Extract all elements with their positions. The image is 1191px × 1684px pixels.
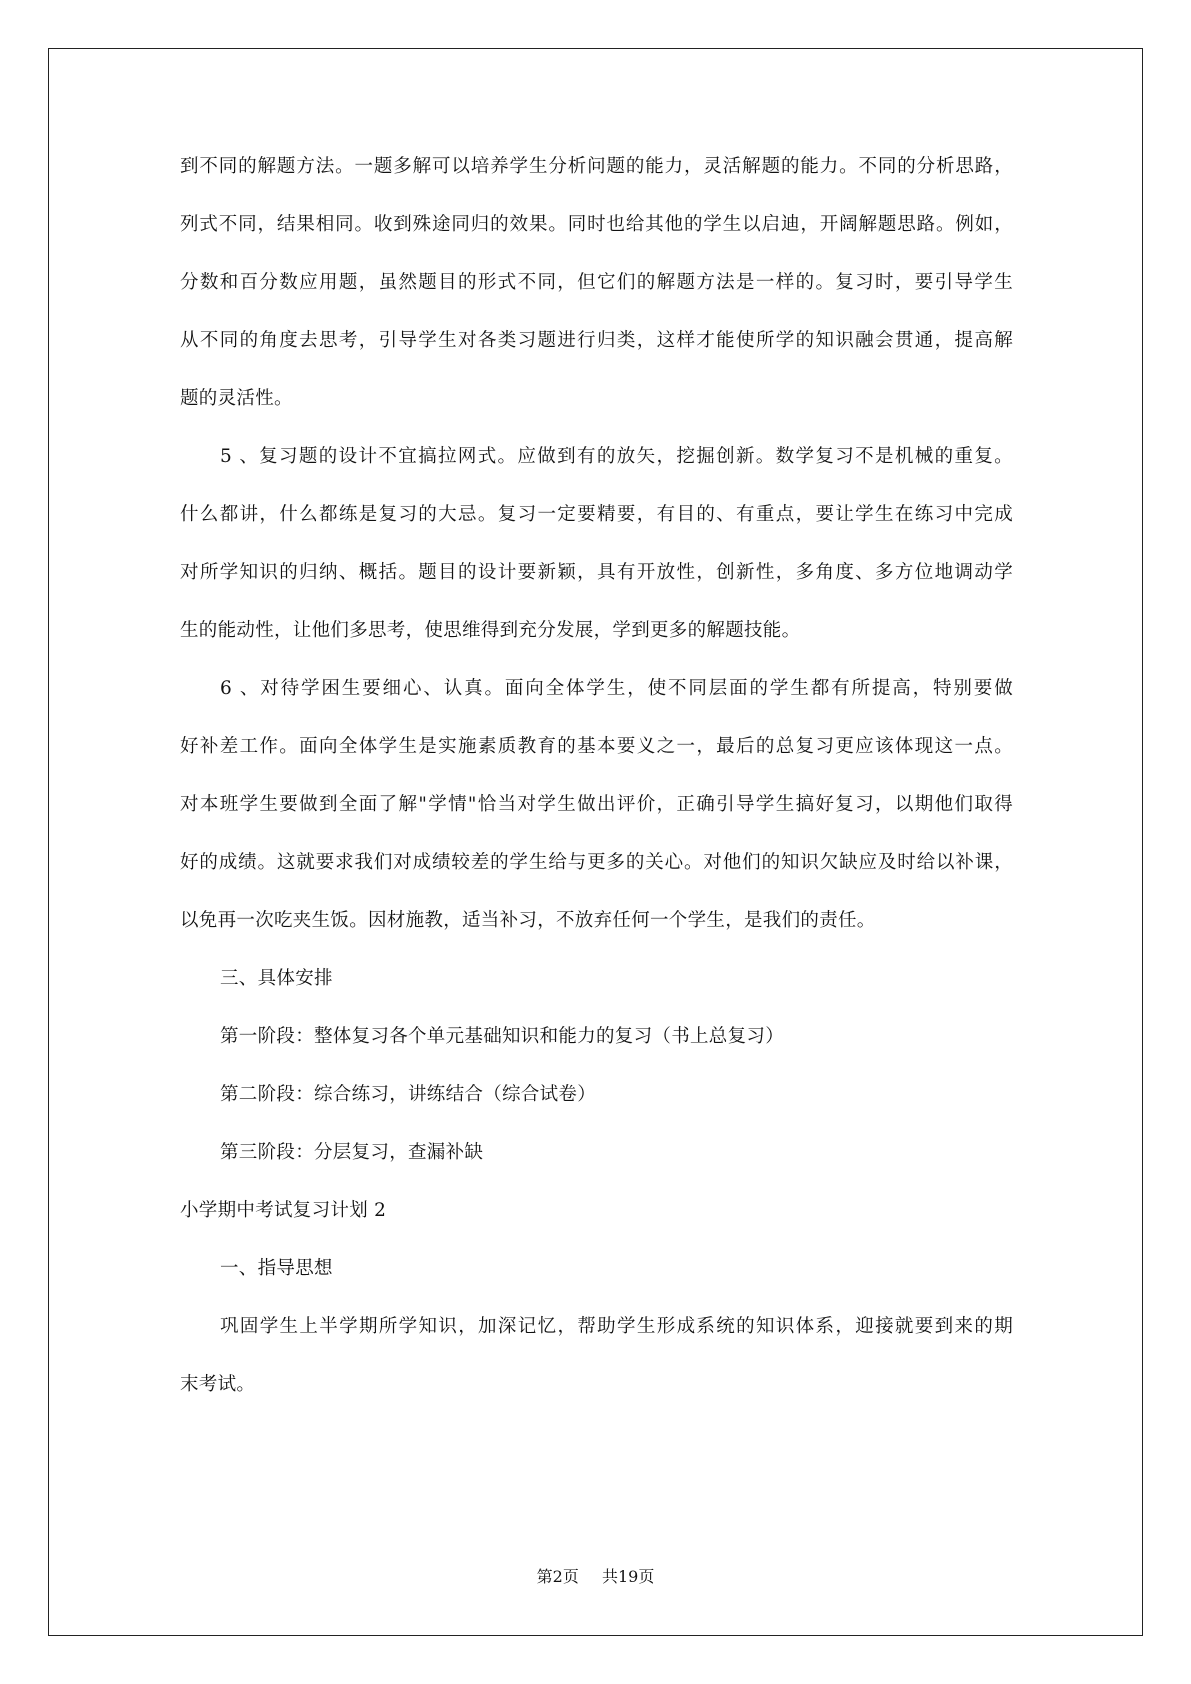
stage-item: 第三阶段：分层复习，查漏补缺 (220, 1142, 484, 1163)
paragraph-line: 什么都讲，什么都练是复习的大忌。复习一定要精要，有目的、有重点，要让学生在练习中完成 (180, 504, 1013, 525)
paragraph-line: 6 、对待学困生要细心、认真。面向全体学生，使不同层面的学生都有所提高，特别要做 (220, 678, 1013, 699)
document-title: 小学期中考试复习计划 2 (180, 1200, 387, 1221)
stage-item: 第二阶段：综合练习，讲练结合（综合试卷） (220, 1084, 597, 1105)
paragraph-line: 好的成绩。这就要求我们对成绩较差的学生给与更多的关心。对他们的知识欠缺应及时给以补课， (180, 852, 1013, 873)
paragraph-line: 列式不同，结果相同。收到殊途同归的效果。同时也给其他的学生以启迪，开阔解题思路。例如， (180, 214, 1013, 235)
page-total: 共19页 (601, 1567, 655, 1586)
paragraph-line: 末考试。 (180, 1374, 256, 1395)
stage-item: 第一阶段：整体复习各个单元基础知识和能力的复习（书上总复习） (220, 1026, 785, 1047)
paragraph-line: 5 、复习题的设计不宜搞拉网式。应做到有的放矢，挖掘创新。数学复习不是机械的重复。 (220, 446, 1013, 467)
paragraph-line: 巩固学生上半学期所学知识，加深记忆，帮助学生形成系统的知识体系，迎接就要到来的期 (220, 1316, 1013, 1337)
paragraph-line: 好补差工作。面向全体学生是实施素质教育的基本要义之一，最后的总复习更应该体现这一点。 (180, 736, 1013, 757)
paragraph-line: 分数和百分数应用题，虽然题目的形式不同，但它们的解题方法是一样的。复习时，要引导学生 (180, 272, 1013, 293)
paragraph-line: 生的能动性，让他们多思考，使思维得到充分发展，学到更多的解题技能。 (180, 620, 801, 641)
paragraph-line: 以免再一次吃夹生饭。因材施教，适当补习，不放弃任何一个学生，是我们的责任。 (180, 910, 876, 931)
page-footer (0, 1565, 1191, 1589)
paragraph-line: 题的灵活性。 (180, 388, 293, 409)
paragraph-line: 对本班学生要做到全面了解"学情"恰当对学生做出评价，正确引导学生搞好复习，以期他们取得 (180, 794, 1013, 815)
page-number: 第2页 (536, 1567, 579, 1586)
section-heading: 三、具体安排 (220, 968, 333, 989)
paragraph-line: 从不同的角度去思考，引导学生对各类习题进行归类，这样才能使所学的知识融会贯通，提高解 (180, 330, 1013, 351)
section-heading: 一、指导思想 (220, 1258, 333, 1279)
paragraph-line: 到不同的解题方法。一题多解可以培养学生分析问题的能力，灵活解题的能力。不同的分析思路， (180, 156, 1013, 177)
paragraph-line: 对所学知识的归纳、概括。题目的设计要新颖，具有开放性，创新性，多角度、多方位地调动学 (180, 562, 1013, 583)
